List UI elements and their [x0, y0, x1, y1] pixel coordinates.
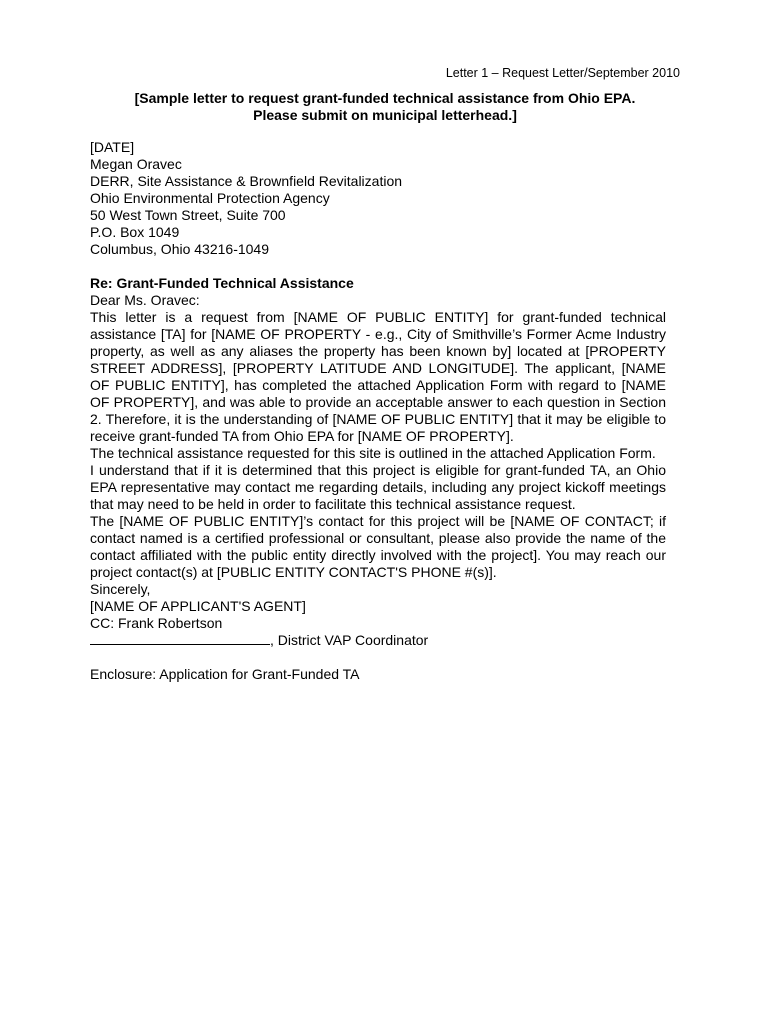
blank-name-line	[90, 632, 270, 645]
cc-line: CC: Frank Robertson	[90, 615, 223, 631]
paragraph-assistance: The technical assistance requested for this site is outlined in the attached Application Form.	[90, 445, 656, 461]
closing: Sincerely,	[90, 581, 151, 597]
recipient-agency: Ohio Environmental Protection Agency	[90, 190, 330, 206]
recipient-po-box: P.O. Box 1049	[90, 224, 180, 240]
salutation: Dear Ms. Oravec:	[90, 292, 200, 308]
cc-section	[90, 615, 666, 649]
recipient-name: Megan Oravec	[90, 156, 182, 172]
letter-body	[90, 139, 666, 683]
recipient-address	[90, 156, 666, 258]
letter-reference: Letter 1 – Request Letter/September 2010	[445, 66, 680, 80]
date-placeholder: [DATE]	[90, 139, 135, 155]
recipient-city: Columbus, Ohio 43216-1049	[90, 241, 270, 257]
recipient-street: 50 West Town Street, Suite 700	[90, 207, 286, 223]
signature-placeholder: [NAME OF APPLICANT'S AGENT]	[90, 598, 306, 614]
cc-coordinator-line	[90, 632, 666, 649]
paragraph-eligibility: I understand that if it is determined that this project is eligible for grant-funded TA, an Ohio EPA representative may contact me regarding details, including any project kickoff meetings that may need to be held in order to facilitate this technical assistance request.	[90, 462, 666, 512]
letter-title	[90, 90, 680, 124]
paragraph-request: This letter is a request from [NAME OF PUBLIC ENTITY] for grant-funded technical assistance [TA] for [NAME OF PROPERTY - e.g., City of Smithville’s Former Acme Industry property, as well as any aliases the property has been known by] located at [PROPERTY STREET ADDRESS], [PROPERTY LATITUDE AND LONGITUDE]. The applicant, [NAME OF PUBLIC ENTITY], has completed the attached Application Form with regard to [NAME OF PROPERTY], and was able to provide an acceptable answer to each question in Section 2. Therefore, it is the understanding of [NAME OF PUBLIC ENTITY] that it may be eligible to receive grant-funded TA from Ohio EPA for [NAME OF PROPERTY].	[90, 309, 666, 444]
cc-coordinator-title: , District VAP Coordinator	[270, 632, 429, 648]
title-line-1: [Sample letter to request grant-funded technical assistance from Ohio EPA.	[134, 90, 636, 106]
subject-line: Re: Grant-Funded Technical Assistance	[90, 275, 354, 291]
paragraph-contact: The [NAME OF PUBLIC ENTITY]’s contact for this project will be [NAME OF CONTACT; if contact named is a certified professional or consultant, please also provide the name of the contact affiliated with the public entity directly involved with the project]. You may reach our project contact(s) at [PUBLIC ENTITY CONTACT'S PHONE #(s)].	[90, 513, 666, 580]
recipient-division: DERR, Site Assistance & Brownfield Revitalization	[90, 173, 403, 189]
enclosure-line: Enclosure: Application for Grant-Funded TA	[90, 666, 360, 682]
title-line-2: Please submit on municipal letterhead.]	[253, 107, 517, 123]
